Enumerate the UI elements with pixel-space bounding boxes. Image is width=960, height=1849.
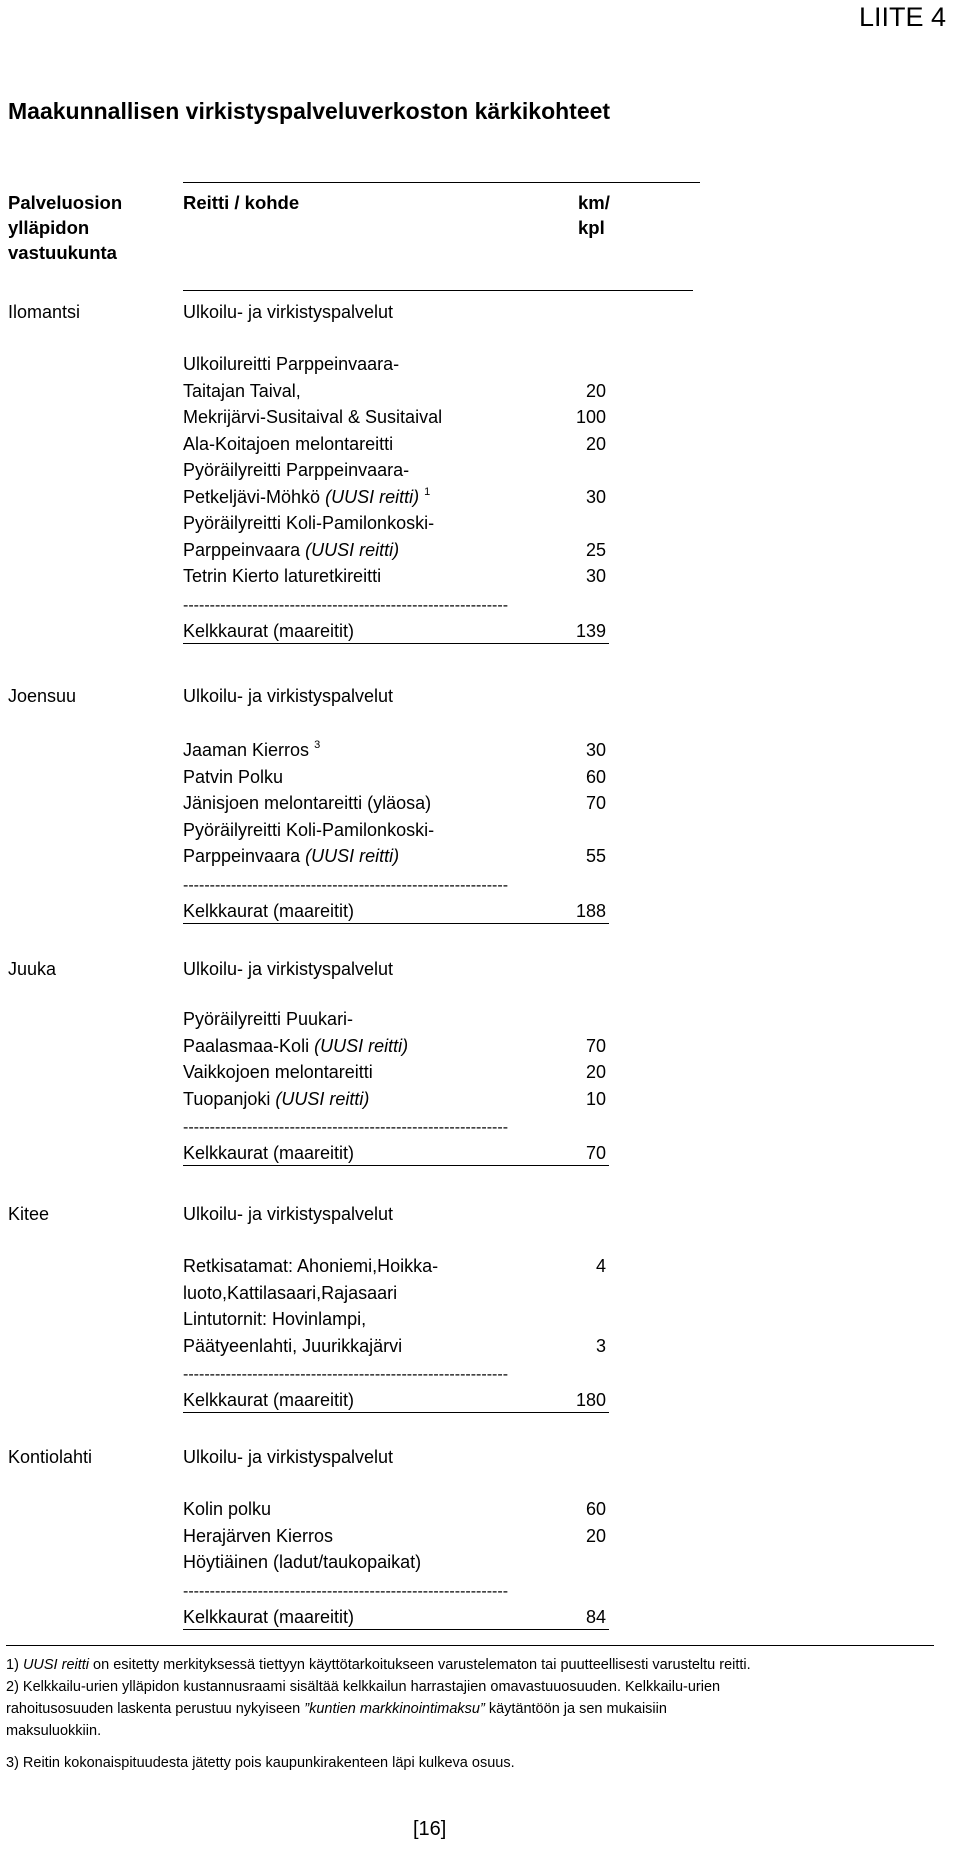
route-line	[183, 1060, 373, 1084]
section-separator: -------------------------------------------------------------	[183, 1366, 509, 1383]
route-length: 30	[585, 566, 606, 586]
route-line	[183, 485, 430, 509]
route-line	[183, 1254, 438, 1278]
route-text: Parppeinvaara	[183, 846, 301, 866]
route-text: Tuopanjoki	[183, 1088, 271, 1109]
section-category: Ulkoilu- ja virkistyspalvelut	[183, 959, 394, 979]
route-text: Herajärven Kierros	[183, 1525, 334, 1546]
footnote-1: 1) UUSI reitti on esitetty merkityksessä tiettyyn käyttötarkoitukseen varustelematon tai puutteellisesti varusteltu reitti.	[6, 1657, 751, 1673]
footnote-2-line-2: rahoitusosuuden laskenta perustuu nykyiseen ”kuntien markkinointimaksu” käytäntöön ja sen mukaisiin	[6, 1701, 667, 1717]
route-text: Vaikkojoen melontareitti	[183, 1062, 373, 1082]
route-length: 25	[585, 539, 606, 560]
route-text: Petkeljävi-Möhkö	[183, 486, 321, 507]
page-title: Maakunnallisen virkistyspalveluverkoston kärkikohteet	[8, 98, 611, 124]
section-category: Ulkoilu- ja virkistyspalvelut	[183, 302, 394, 322]
route-status: (UUSI reitti)	[325, 486, 420, 507]
column-header-responsible: Palveluosion ylläpidon vastuukunta	[8, 192, 123, 263]
route-text: Patvin Polku	[183, 766, 284, 787]
footnote-2-line-3: maksuluokkiin.	[6, 1723, 102, 1739]
route-length: 55	[585, 846, 606, 866]
sled-trails-label: Kelkkaurat (maareitit)	[183, 1606, 355, 1627]
route-line	[183, 1034, 408, 1058]
sled-trails-value: 70	[585, 1143, 606, 1163]
section-place: Juuka	[8, 959, 57, 979]
footnote-3: 3) Reitin kokonaispituudesta jätetty pois kaupunkirakenteen läpi kulkeva osuus.	[6, 1755, 515, 1771]
route-length: 60	[585, 1499, 606, 1519]
section-separator: -------------------------------------------------------------	[183, 1582, 509, 1600]
route-line	[183, 1550, 421, 1574]
route-line	[183, 1281, 397, 1305]
route-text: Retkisatamat: Ahoniemi,Hoikka-	[183, 1256, 439, 1276]
route-length: 3	[595, 1335, 606, 1356]
header-bottom-rule	[183, 290, 693, 291]
route-line	[183, 432, 393, 456]
route-status: (UUSI reitti)	[275, 1088, 370, 1109]
route-length: 20	[585, 433, 606, 454]
route-line	[183, 1334, 402, 1358]
section-category: Ulkoilu- ja virkistyspalvelut	[183, 686, 394, 706]
route-text: Ala-Koitajoen melontareitti	[183, 433, 394, 454]
route-text: Päätyeenlahti, Juurikkajärvi	[183, 1335, 403, 1356]
column-header-route: Reitti / kohde	[183, 192, 300, 213]
route-text: luoto,Kattilasaari,Rajasaari	[183, 1282, 398, 1303]
sled-trails-value: 139	[575, 620, 606, 641]
route-length: 4	[595, 1256, 606, 1276]
column-header-km: km/ kpl	[578, 192, 610, 238]
route-line	[183, 352, 399, 376]
route-text: Kolin polku	[183, 1499, 272, 1519]
route-length: 20	[585, 380, 606, 401]
route-line	[183, 738, 320, 762]
route-status: (UUSI reitti)	[305, 539, 400, 560]
route-text: Tetrin Kierto laturetkireitti	[183, 566, 382, 586]
section-category: Ulkoilu- ja virkistyspalvelut	[183, 1447, 394, 1467]
route-line	[183, 1007, 353, 1031]
route-text: Pyöräilyreitti Koli-Pamilonkoski-	[183, 819, 435, 840]
route-line	[183, 1087, 369, 1111]
footnote-ref: 3	[314, 739, 321, 751]
footnote-ref: 1	[424, 485, 431, 498]
route-text: Jänisjoen melontareitti (yläosa)	[183, 793, 432, 813]
section-place: Kitee	[8, 1204, 50, 1224]
route-line	[183, 818, 434, 842]
route-line	[183, 1497, 271, 1521]
route-status: (UUSI reitti)	[305, 846, 400, 866]
sled-trails-label: Kelkkaurat (maareitit)	[183, 1390, 355, 1410]
route-text: Parppeinvaara	[183, 539, 301, 560]
route-length: 100	[575, 407, 606, 427]
route-length: 30	[585, 740, 606, 760]
route-line	[183, 379, 301, 403]
route-line	[183, 458, 409, 482]
sled-trails-label: Kelkkaurat (maareitit)	[183, 1143, 355, 1163]
route-text: Lintutornit: Hovinlampi,	[183, 1309, 367, 1329]
route-line	[183, 405, 442, 429]
section-separator: -------------------------------------------------------------	[183, 1119, 509, 1136]
route-line	[183, 511, 434, 535]
route-text: Ulkoilureitti Parppeinvaara-	[183, 354, 400, 374]
sled-trails-label: Kelkkaurat (maareitit)	[183, 900, 355, 921]
route-text: Pyöräilyreitti Parppeinvaara-	[183, 460, 410, 480]
route-length: 20	[585, 1062, 606, 1082]
section-place: Ilomantsi	[8, 302, 81, 322]
footnote-2-line-1: 2) Kelkkailu-urien ylläpidon kustannusraami sisältää kelkkailun harrastajien omavastuuosuuden. Kelkkailu-urien	[6, 1679, 721, 1695]
route-line	[183, 844, 399, 868]
route-line	[183, 1524, 333, 1548]
route-length: 30	[585, 486, 606, 507]
section-separator: -------------------------------------------------------------	[183, 596, 509, 614]
route-text: Paalasmaa-Koli	[183, 1035, 310, 1056]
route-length: 20	[585, 1525, 606, 1546]
route-line	[183, 1307, 366, 1331]
section-separator: -------------------------------------------------------------	[183, 876, 509, 894]
route-text: Höytiäinen (ladut/taukopaikat)	[183, 1552, 422, 1572]
header-top-rule	[183, 182, 700, 183]
sled-trails-value: 188	[575, 900, 606, 921]
appendix-label: LIITE 4	[858, 2, 946, 32]
sled-trails-value: 180	[575, 1390, 606, 1410]
route-text: Mekrijärvi-Susitaival & Susitaival	[183, 407, 443, 427]
route-text: Jaaman Kierros	[183, 740, 310, 760]
route-length: 70	[585, 1035, 606, 1056]
route-text: Pyöräilyreitti Puukari-	[183, 1009, 354, 1029]
section-place: Joensuu	[8, 686, 77, 706]
route-line	[183, 538, 399, 562]
route-line	[183, 791, 431, 815]
route-status: (UUSI reitti)	[314, 1035, 409, 1056]
footnote-rule	[6, 1645, 934, 1646]
route-length: 60	[585, 766, 606, 787]
page-number: [16]	[413, 1818, 447, 1840]
route-length: 10	[585, 1088, 606, 1109]
sled-trails-label: Kelkkaurat (maareitit)	[183, 620, 355, 641]
section-category: Ulkoilu- ja virkistyspalvelut	[183, 1204, 394, 1224]
route-line	[183, 564, 381, 588]
route-text: Taitajan Taival,	[183, 380, 301, 401]
sled-trails-value: 84	[585, 1606, 606, 1627]
route-text: Pyöräilyreitti Koli-Pamilonkoski-	[183, 513, 435, 533]
route-length: 70	[585, 793, 606, 813]
route-line	[183, 765, 283, 789]
section-place: Kontiolahti	[8, 1447, 93, 1467]
